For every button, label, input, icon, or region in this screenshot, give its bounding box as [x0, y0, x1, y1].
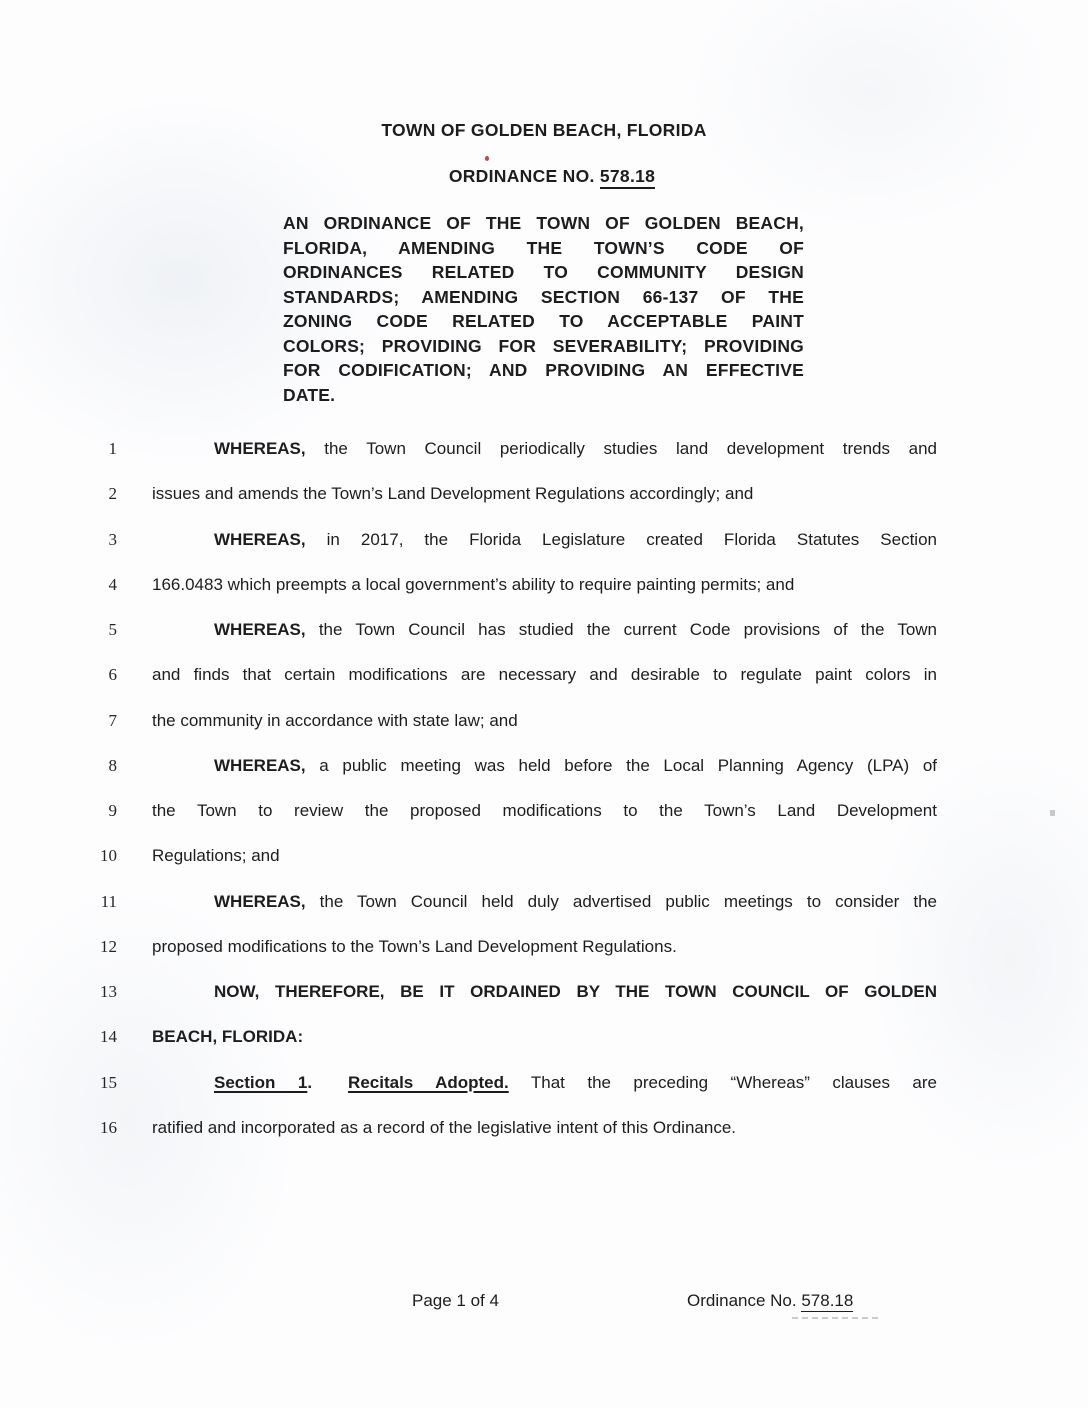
page-number-label: Page 1 of 4: [412, 1291, 499, 1310]
ordinance-number-value: 578.18: [600, 166, 655, 189]
caption-line: DATE.: [283, 384, 336, 405]
caption-line: ORDINANCES RELATED TO COMMUNITY DESIGN: [283, 262, 804, 282]
line-number: 5: [108, 620, 117, 640]
line-number: 4: [108, 574, 117, 594]
text-segment: the Town Council has studied the current Code provisions of the Town: [305, 620, 937, 640]
document-line: [77, 1117, 937, 1162]
caption-line: COLORS; PROVIDING FOR SEVERABILITY; PROVIDING: [283, 335, 804, 356]
document-line: [77, 664, 937, 709]
line-number: 10: [100, 846, 117, 866]
text-segment: Recitals Adopted.: [348, 1072, 509, 1092]
document-line: [77, 1072, 937, 1117]
line-text: [152, 891, 937, 913]
text-segment: .: [307, 1072, 313, 1092]
text-segment: and finds that certain modifications are necessary and desirable to regulate paint colors in: [152, 665, 937, 685]
line-number: 13: [100, 982, 117, 1002]
line-number: 3: [108, 529, 117, 549]
scan-artifact-dashed-underline: [792, 1317, 878, 1319]
line-text: [152, 1026, 937, 1048]
line-number: 1: [108, 439, 117, 458]
text-segment: WHEREAS,: [214, 891, 306, 911]
line-text: [152, 529, 937, 551]
line-number: 15: [100, 1072, 117, 1092]
text-segment: WHEREAS,: [214, 439, 306, 458]
line-text: [152, 981, 937, 1003]
text-segment: Regulations; and: [152, 846, 280, 866]
line-text: [152, 1072, 937, 1094]
line-text: [152, 936, 937, 958]
footer-ordinance-prefix: Ordinance No.: [687, 1291, 802, 1310]
text-segment: the Town Council periodically studies land development trends and: [305, 439, 937, 458]
text-segment: 166.0483 which preempts a local government’s ability to require painting permits; and: [152, 574, 795, 594]
document-line: [77, 1026, 937, 1071]
document-line: [77, 981, 937, 1026]
document-line: [77, 800, 937, 845]
document-line: [77, 483, 937, 528]
text-segment: NOW, THEREFORE, BE IT ORDAINED BY THE TOWN COUNCIL OF GOLDEN: [214, 982, 937, 1002]
line-number: 14: [100, 1027, 117, 1047]
text-segment: the community in accordance with state law; and: [152, 710, 518, 730]
document-line: [77, 574, 937, 619]
document-line: [77, 936, 937, 981]
ordinance-caption: [283, 211, 804, 407]
scan-artifact-red-dot: [485, 156, 489, 161]
caption-line: AN ORDINANCE OF THE TOWN OF GOLDEN BEACH,: [283, 213, 804, 233]
scan-artifact-speck: [1050, 810, 1055, 816]
text-segment: a public meeting was held before the Local Planning Agency (LPA) of: [305, 755, 937, 775]
ordinance-number-prefix: ORDINANCE NO.: [448, 166, 600, 186]
document-line: [77, 710, 937, 755]
text-segment: BEACH, FLORIDA:: [152, 1027, 304, 1047]
footer-ordinance-number: [687, 1291, 853, 1311]
document-line: [77, 438, 937, 483]
line-number: 6: [108, 665, 117, 685]
caption-line: ZONING CODE RELATED TO ACCEPTABLE PAINT: [283, 311, 804, 331]
line-text: [152, 574, 937, 596]
document-line: [77, 529, 937, 574]
line-text: [152, 1117, 937, 1139]
text-segment: proposed modifications to the Town’s Land Development Regulations.: [152, 936, 677, 956]
document-line: [77, 619, 937, 664]
line-text: [152, 483, 937, 505]
line-text: [152, 664, 937, 686]
line-text: [152, 710, 937, 732]
line-number: 11: [100, 891, 117, 911]
line-number: 16: [100, 1117, 117, 1137]
caption-line: STANDARDS; AMENDING SECTION 66-137 OF THE: [283, 286, 804, 307]
document-line: [77, 891, 937, 936]
caption-line: FOR CODIFICATION; AND PROVIDING AN EFFECTIVE: [283, 360, 804, 380]
text-segment: issues and amends the Town’s Land Development Regulations accordingly; and: [152, 484, 754, 504]
line-text: [152, 619, 937, 641]
text-segment: the Town Council held duly advertised public meetings to consider the: [305, 891, 937, 911]
line-number: 9: [108, 801, 117, 821]
ordinance-number-heading: [8, 166, 1088, 187]
text-segment: Section 1: [214, 1072, 308, 1092]
text-segment: ratified and incorporated as a record of the legislative intent of this Ordinance.: [152, 1117, 737, 1137]
document-title: TOWN OF GOLDEN BEACH, FLORIDA: [381, 120, 707, 140]
line-text: [152, 438, 937, 460]
footer-ordinance-value: 578.18: [801, 1291, 854, 1310]
numbered-lines: [77, 438, 937, 1162]
line-number: 7: [108, 710, 117, 730]
text-segment: That the preceding “Whereas” clauses are: [508, 1072, 937, 1092]
text-segment: the Town to review the proposed modifications to the Town’s Land Development: [152, 801, 937, 821]
line-number: 2: [108, 484, 117, 504]
line-number: 12: [100, 936, 117, 956]
text-segment: in 2017, the Florida Legislature created Florida Statutes Section: [305, 529, 937, 549]
line-text: [152, 845, 937, 867]
text-segment: WHEREAS,: [214, 755, 306, 775]
line-text: [152, 755, 937, 777]
text-segment: WHEREAS,: [214, 620, 306, 640]
line-number: 8: [108, 755, 117, 775]
line-text: [152, 800, 937, 822]
document-line: [77, 755, 937, 800]
text-segment: WHEREAS,: [214, 529, 306, 549]
document-line: [77, 845, 937, 890]
caption-line: FLORIDA, AMENDING THE TOWN’S CODE OF: [283, 237, 804, 258]
